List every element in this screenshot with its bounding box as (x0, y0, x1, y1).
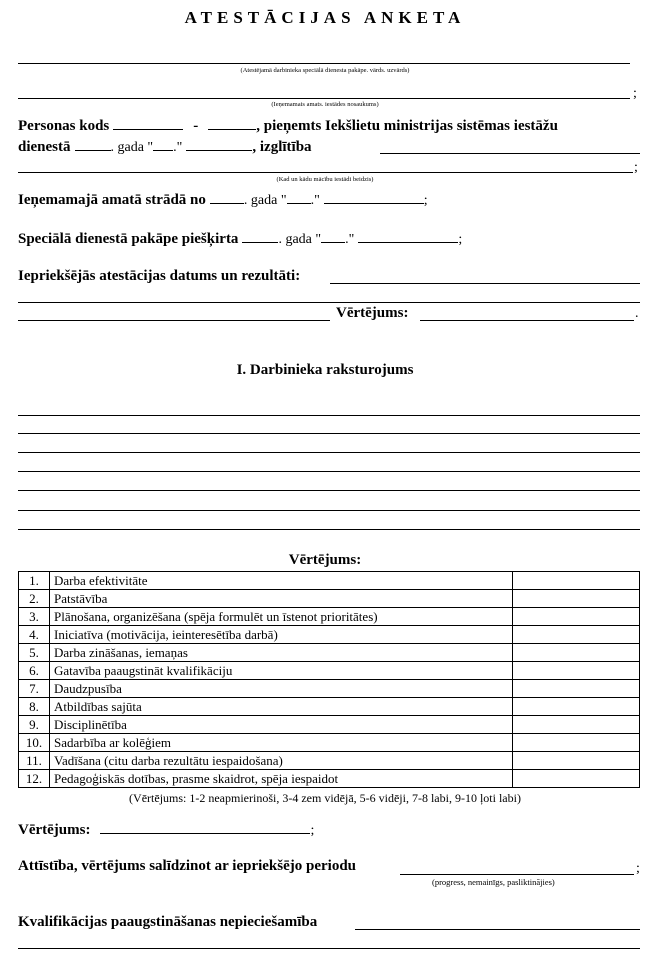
education-line-2[interactable] (18, 172, 633, 173)
criterion-label: Pedagoģiskās dotības, prasme skaidrot, spēja iespaidot (50, 770, 513, 788)
criterion-label: Plānošana, organizēšana (spēja formulēt un īstenot prioritātes) (50, 608, 513, 626)
dot-quote: ." (345, 232, 355, 247)
service-day[interactable] (153, 138, 173, 151)
position-caption: (Ieņemamais amats. iestādes nosaukums) (271, 101, 379, 108)
characteristics-line[interactable] (18, 490, 640, 491)
criterion-label: Gatavība paaugstināt kvalifikāciju (50, 662, 513, 680)
semicolon: ; (633, 86, 637, 101)
semicolon: ; (636, 861, 640, 876)
personal-code-row (18, 117, 558, 135)
year-label: . gada " (278, 232, 322, 247)
qualification-line[interactable] (355, 929, 640, 930)
previous-assessment-label: Vērtējums: (336, 305, 409, 321)
table-row (19, 662, 640, 680)
previous-result-line[interactable] (18, 320, 330, 321)
previous-attestation-line[interactable] (330, 283, 640, 284)
hired-label: , pieņemts Iekšlietu ministrijas sistēmas iestāžu (256, 118, 558, 134)
criterion-number: 12. (19, 770, 50, 788)
works-row (18, 191, 428, 209)
service-year[interactable] (75, 138, 111, 151)
score-cell[interactable] (513, 572, 640, 590)
characteristics-line[interactable] (18, 471, 640, 472)
works-month[interactable] (324, 191, 424, 204)
service-label: dienestā (18, 139, 71, 155)
year-label: . gada " (243, 193, 287, 208)
qualification-line-2[interactable] (18, 948, 640, 949)
personal-code-part1[interactable] (113, 117, 183, 130)
dash: - (193, 118, 199, 134)
table-row (19, 572, 640, 590)
criterion-label: Atbildības sajūta (50, 698, 513, 716)
score-cell[interactable] (513, 590, 640, 608)
criterion-number: 11. (19, 752, 50, 770)
name-caption: (Atestējamā darbinieka speciālā dienesta pakāpe. vārds. uzvārds) (240, 67, 410, 74)
section-heading: I. Darbinieka raksturojums (236, 362, 414, 378)
criterion-label: Patstāvība (50, 590, 513, 608)
table-row (19, 626, 640, 644)
criterion-label: Iniciatīva (motivācija, ieinteresētība darbā) (50, 626, 513, 644)
overall-assessment-label: Vērtējums: (18, 822, 91, 838)
criterion-number: 4. (19, 626, 50, 644)
score-cell[interactable] (513, 680, 640, 698)
criterion-number: 5. (19, 644, 50, 662)
table-row (19, 770, 640, 788)
semicolon: ; (423, 193, 428, 208)
previous-attestation-label: Iepriekšējās atestācijas datums un rezultāti: (18, 268, 301, 284)
progress-caption: (progress, nemainīgs, pasliktinājies) (432, 877, 555, 887)
score-cell[interactable] (513, 662, 640, 680)
characteristics-line[interactable] (18, 415, 640, 416)
rank-year[interactable] (242, 230, 278, 243)
year-label: . gada " (110, 140, 154, 155)
previous-attestation-line-2[interactable] (18, 302, 640, 303)
criterion-number: 10. (19, 734, 50, 752)
works-day[interactable] (287, 191, 311, 204)
period: . (635, 306, 639, 321)
table-row (19, 752, 640, 770)
criterion-number: 7. (19, 680, 50, 698)
ratings-table (18, 571, 640, 788)
rank-row (18, 230, 462, 248)
characteristics-line[interactable] (18, 529, 640, 530)
education-line-1[interactable] (380, 153, 640, 154)
ratings-heading: Vērtējums: (288, 552, 362, 568)
works-year[interactable] (210, 191, 244, 204)
criterion-label: Darba efektivitāte (50, 572, 513, 590)
service-row (18, 138, 312, 156)
rank-label: Speciālā dienestā pakāpe piešķirta (18, 231, 239, 247)
score-cell[interactable] (513, 608, 640, 626)
dot-quote: ." (173, 140, 183, 155)
score-cell[interactable] (513, 626, 640, 644)
form-title: ATESTĀCIJAS ANKETA (184, 8, 466, 27)
education-label: , izglītība (252, 139, 312, 155)
semicolon: ; (458, 232, 463, 247)
dot-quote: ." (310, 193, 320, 208)
criterion-number: 2. (19, 590, 50, 608)
qualification-label: Kvalifikācijas paaugstināšanas nepieciešamība (18, 914, 318, 930)
criterion-number: 1. (19, 572, 50, 590)
service-month[interactable] (186, 138, 252, 151)
name-line[interactable] (18, 63, 630, 64)
score-cell[interactable] (513, 698, 640, 716)
table-row (19, 716, 640, 734)
score-cell[interactable] (513, 734, 640, 752)
criterion-label: Disciplinētība (50, 716, 513, 734)
criterion-number: 3. (19, 608, 50, 626)
score-cell[interactable] (513, 644, 640, 662)
works-label: Ieņemamajā amatā strādā no (18, 192, 206, 208)
criterion-number: 8. (19, 698, 50, 716)
education-caption: (Kad un kādu mācību iestādi beidzis) (276, 176, 374, 183)
semicolon: ; (310, 823, 315, 838)
criterion-label: Darba zināšanas, iemaņas (50, 644, 513, 662)
development-label: Attīstība, vērtējums salīdzinot ar iepriekšējo periodu (18, 858, 357, 874)
criterion-number: 9. (19, 716, 50, 734)
criterion-label: Vadīšana (citu darba rezultātu iespaidošana) (50, 752, 513, 770)
personal-code-label: Personas kods (18, 118, 110, 134)
table-row (19, 590, 640, 608)
overall-assessment-field[interactable] (100, 821, 310, 834)
table-row (19, 608, 640, 626)
score-cell[interactable] (513, 716, 640, 734)
rank-month[interactable] (358, 230, 458, 243)
table-row (19, 698, 640, 716)
development-line[interactable] (400, 874, 634, 875)
table-row (19, 644, 640, 662)
scale-note: (Vērtējums: 1-2 neapmierinoši, 3-4 zem vidējā, 5-6 vidēji, 7-8 labi, 9-10 ļoti labi) (129, 791, 521, 805)
rank-day[interactable] (321, 230, 345, 243)
overall-assessment-row (18, 821, 314, 839)
characteristics-line[interactable] (18, 452, 640, 453)
criterion-label: Daudzpusība (50, 680, 513, 698)
personal-code-part2[interactable] (208, 117, 256, 130)
score-cell[interactable] (513, 770, 640, 788)
score-cell[interactable] (513, 752, 640, 770)
criterion-number: 6. (19, 662, 50, 680)
characteristics-line[interactable] (18, 510, 640, 511)
table-row (19, 734, 640, 752)
semicolon: ; (634, 160, 638, 175)
criterion-label: Sadarbība ar kolēģiem (50, 734, 513, 752)
position-line[interactable] (18, 98, 630, 99)
table-row (19, 680, 640, 698)
previous-assessment-line[interactable] (420, 320, 634, 321)
characteristics-line[interactable] (18, 433, 640, 434)
